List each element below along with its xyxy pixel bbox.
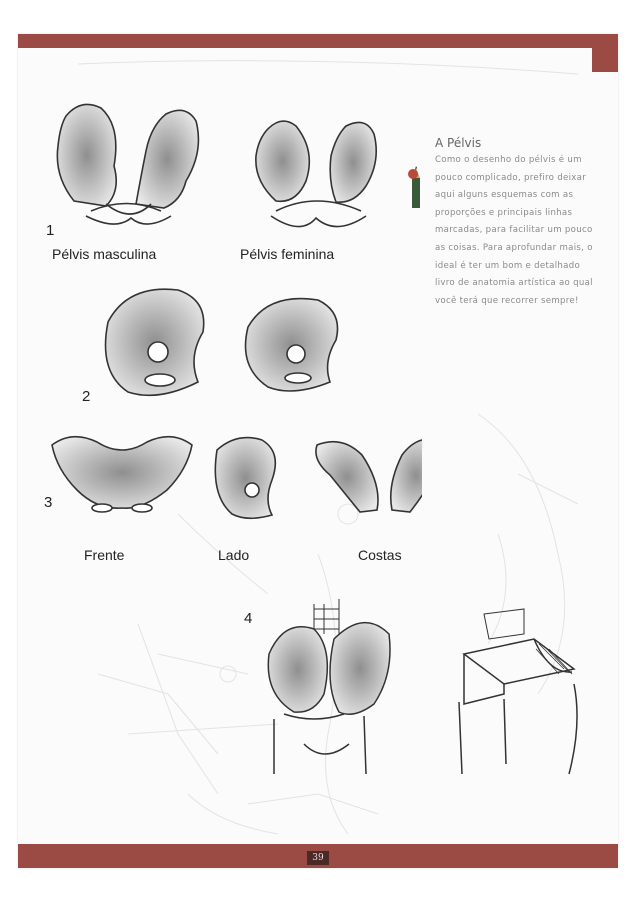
figure-3-number: 3 xyxy=(44,494,53,511)
page-number: 39 xyxy=(307,851,329,865)
female-pelvis-label: Pélvis feminina xyxy=(240,246,335,262)
back-label: Costas xyxy=(358,547,402,563)
side-view-drawing xyxy=(215,438,275,519)
figure-4-perspective-sketches xyxy=(254,594,584,784)
bottom-band xyxy=(18,844,618,868)
perspective-pelvis-drawing xyxy=(268,599,390,774)
figure-2-side-views xyxy=(88,282,348,412)
figure-1-pelvis-comparison xyxy=(46,96,396,236)
figure-2-number: 2 xyxy=(82,388,91,405)
front-label: Frente xyxy=(84,547,125,563)
figure-3-views xyxy=(42,430,422,530)
figure-1-number: 1 xyxy=(46,222,55,239)
back-view-drawing xyxy=(316,442,378,512)
side-label: Lado xyxy=(218,547,250,563)
male-pelvis-drawing xyxy=(57,104,198,224)
sidebar-note xyxy=(413,136,603,310)
front-view-drawing xyxy=(52,437,192,509)
pencil-icon xyxy=(407,164,425,210)
book-page xyxy=(18,34,618,868)
sidebar-body-text: Como o desenho do pélvis é um pouco complicado, prefiro deixar aqui alguns esquemas com as proporções e principais linhas marcadas, para facilitar um pouco as coisas. Para aprofundar mais, o ideal é ter um bom e detalhado livro de anatomia artística ao qual você terá que recorrer sempre! xyxy=(435,155,593,306)
female-pelvis-drawing xyxy=(256,121,376,226)
sidebar-title: A Pélvis xyxy=(435,136,482,150)
figure-4-number: 4 xyxy=(244,610,253,627)
perspective-box-drawing xyxy=(459,609,577,774)
male-pelvis-label: Pélvis masculina xyxy=(52,246,157,262)
